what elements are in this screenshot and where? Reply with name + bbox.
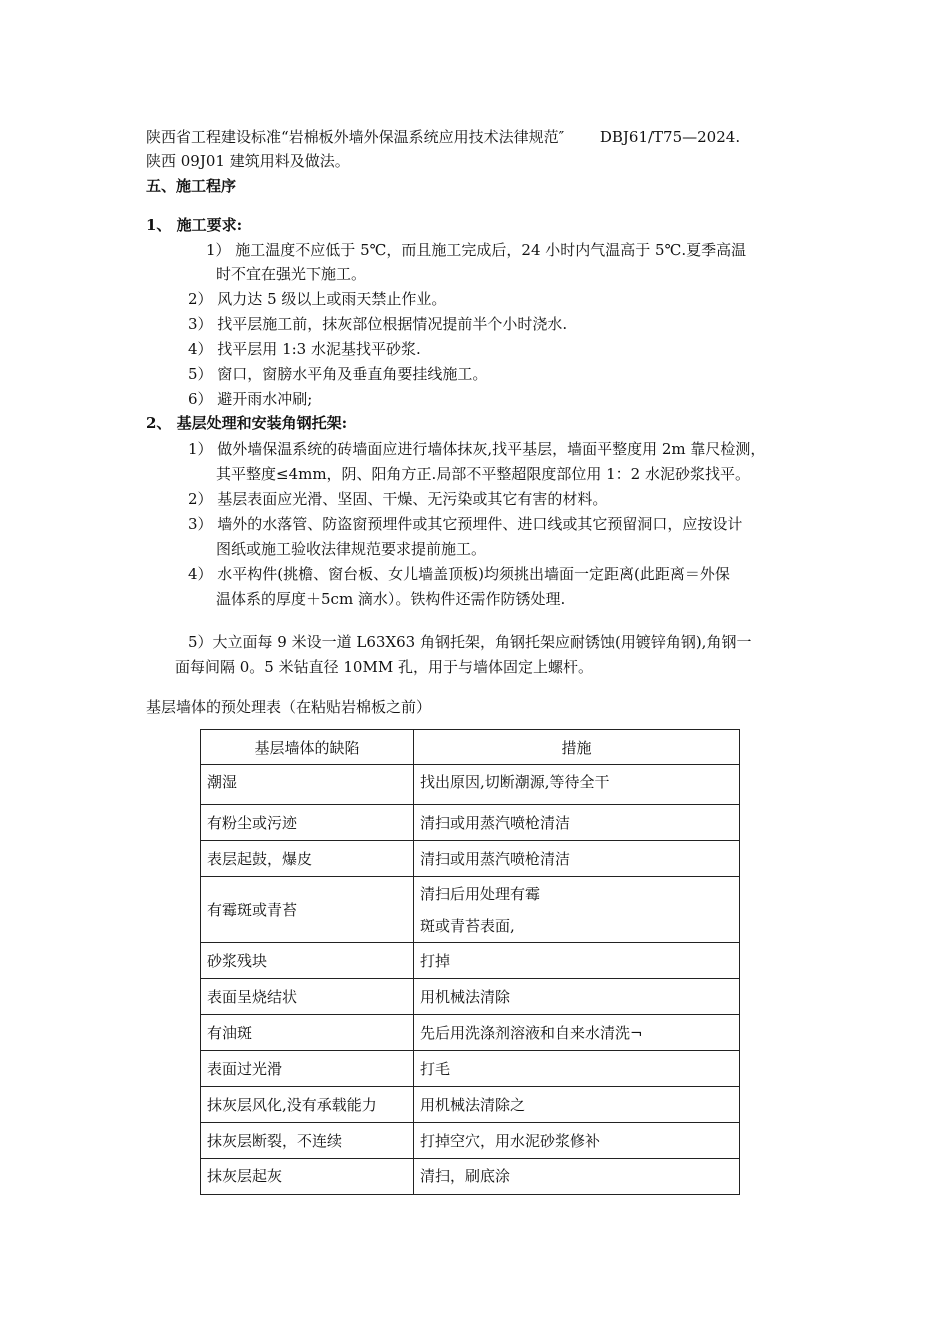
table-header-defect: 基层墙体的缺陷 — [201, 730, 414, 765]
part2-item-cont: 其平整度≤4mm，阴、阳角方正.局部不平整超限度部位用 1：2 水泥砂浆找平。 — [216, 465, 750, 483]
part2-item-cont: 面每间隔 0。5 米钻直径 10MM 孔，用于与墙体固定上螺杆。 — [175, 658, 593, 676]
table-cell-defect: 有霉斑或青苔 — [201, 877, 414, 943]
table-cell-defect: 抹灰层风化,没有承载能力 — [201, 1087, 414, 1123]
part1-item: 3） 找平层施工前，抹灰部位根据情况提前半个小时浇水. — [188, 315, 568, 333]
part1-item: 2） 风力达 5 级以上或雨天禁止作业。 — [188, 290, 447, 308]
table-row — [201, 979, 740, 1015]
table-cell-measure: 找出原因,切断潮源,等待全干 — [414, 765, 740, 805]
table-cell-measure: 打毛 — [414, 1051, 740, 1087]
part1-item: 1） 施工温度不应低于 5℃，而且施工完成后，24 小时内气温高于 5℃.夏季高温 — [206, 241, 747, 259]
part2-item-cont: 图纸或施工验收法律规范要求提前施工。 — [216, 540, 487, 558]
table-cell-measure: 清扫，刷底涂 — [414, 1159, 740, 1195]
part2-item: 4） 水平构件(挑檐、窗台板、女儿墙盖顶板)均须挑出墙面一定距离(此距离＝外保 — [188, 565, 730, 583]
table-cell-measure: 用机械法清除 — [414, 979, 740, 1015]
table-row — [201, 1051, 740, 1087]
part2-item-cont: 温体系的厚度＋5cm 滴水）。铁构件还需作防锈处理. — [216, 590, 566, 608]
table-cell-measure: 清扫或用蒸汽喷枪清洁 — [414, 805, 740, 841]
intro-standard-name: 陕西省工程建设标准“岩棉板外墙外保温系统应用技术法律规范″ — [146, 128, 565, 146]
section-title: 五、施工程序 — [146, 177, 237, 195]
intro-reference-line: 陕西 09J01 建筑用料及做法。 — [146, 152, 350, 170]
table-cell-measure: 清扫或用蒸汽喷枪清洁 — [414, 841, 740, 877]
intro-standard-code: DBJ61/T75—2024. — [599, 128, 741, 146]
table-row — [201, 877, 740, 943]
table-header-measure: 措施 — [414, 730, 740, 765]
table-cell-measure: 打掉 — [414, 943, 740, 979]
table-cell-defect: 有油斑 — [201, 1015, 414, 1051]
part1-item: 6） 避开雨水冲刷; — [188, 390, 313, 408]
table-row — [201, 1087, 740, 1123]
part1-item: 5） 窗口，窗膀水平角及垂直角要挂线施工。 — [188, 365, 488, 383]
table-row — [201, 1159, 740, 1195]
part2-title: 2、 基层处理和安装角钢托架: — [146, 414, 348, 432]
table-caption: 基层墙体的预处理表（在粘贴岩棉板之前） — [146, 698, 432, 716]
table-row — [201, 943, 740, 979]
part1-title: 1、 施工要求: — [146, 216, 243, 234]
table-cell-measure: 先后用洗涤剂溶液和自来水清洗¬ — [414, 1015, 740, 1051]
table-cell-defect: 砂浆残块 — [201, 943, 414, 979]
table-cell-defect: 抹灰层起灰 — [201, 1159, 414, 1195]
table-header-row — [201, 730, 740, 765]
part1-item: 4） 找平层用 1:3 水泥基找平砂浆. — [188, 340, 421, 358]
intro-standard-line — [146, 127, 740, 147]
table-cell-measure: 用机械法清除之 — [414, 1087, 740, 1123]
table-cell-defect: 有粉尘或污迹 — [201, 805, 414, 841]
table-cell-defect: 表面过光滑 — [201, 1051, 414, 1087]
pretreatment-table — [200, 729, 740, 1195]
table-cell-defect: 抹灰层断裂，不连续 — [201, 1123, 414, 1159]
part1-item-cont: 时不宜在强光下施工。 — [216, 265, 367, 283]
table-cell-defect: 表层起鼓，爆皮 — [201, 841, 414, 877]
part2-item: 3） 墙外的水落管、防盗窗预埋件或其它预埋件、进口线或其它预留洞口，应按设计 — [188, 515, 743, 533]
table-row — [201, 841, 740, 877]
table-cell-measure — [414, 877, 740, 943]
table-cell-measure: 打掉空穴，用水泥砂浆修补 — [414, 1123, 740, 1159]
table-cell-measure-line: 清扫后用处理有霉 — [420, 884, 541, 903]
table-row — [201, 1015, 740, 1051]
table-cell-defect: 表面呈烧结状 — [201, 979, 414, 1015]
part2-item: 2） 基层表面应光滑、坚固、干燥、无污染或其它有害的材料。 — [188, 490, 608, 508]
table-cell-measure-line: 斑或青苔表面, — [420, 916, 515, 935]
part2-item: 1） 做外墙保温系统的砖墙面应进行墙体抹灰,找平基层，墙面平整度用 2m 靠尺检测， — [188, 440, 766, 458]
table-row — [201, 1123, 740, 1159]
table-row — [201, 805, 740, 841]
part2-item: 5）大立面每 9 米设一道 L63X63 角钢托架，角钢托架应耐锈蚀(用镀锌角钢),角钢一 — [188, 633, 752, 651]
table-cell-defect: 潮湿 — [201, 765, 414, 805]
table-row — [201, 765, 740, 805]
